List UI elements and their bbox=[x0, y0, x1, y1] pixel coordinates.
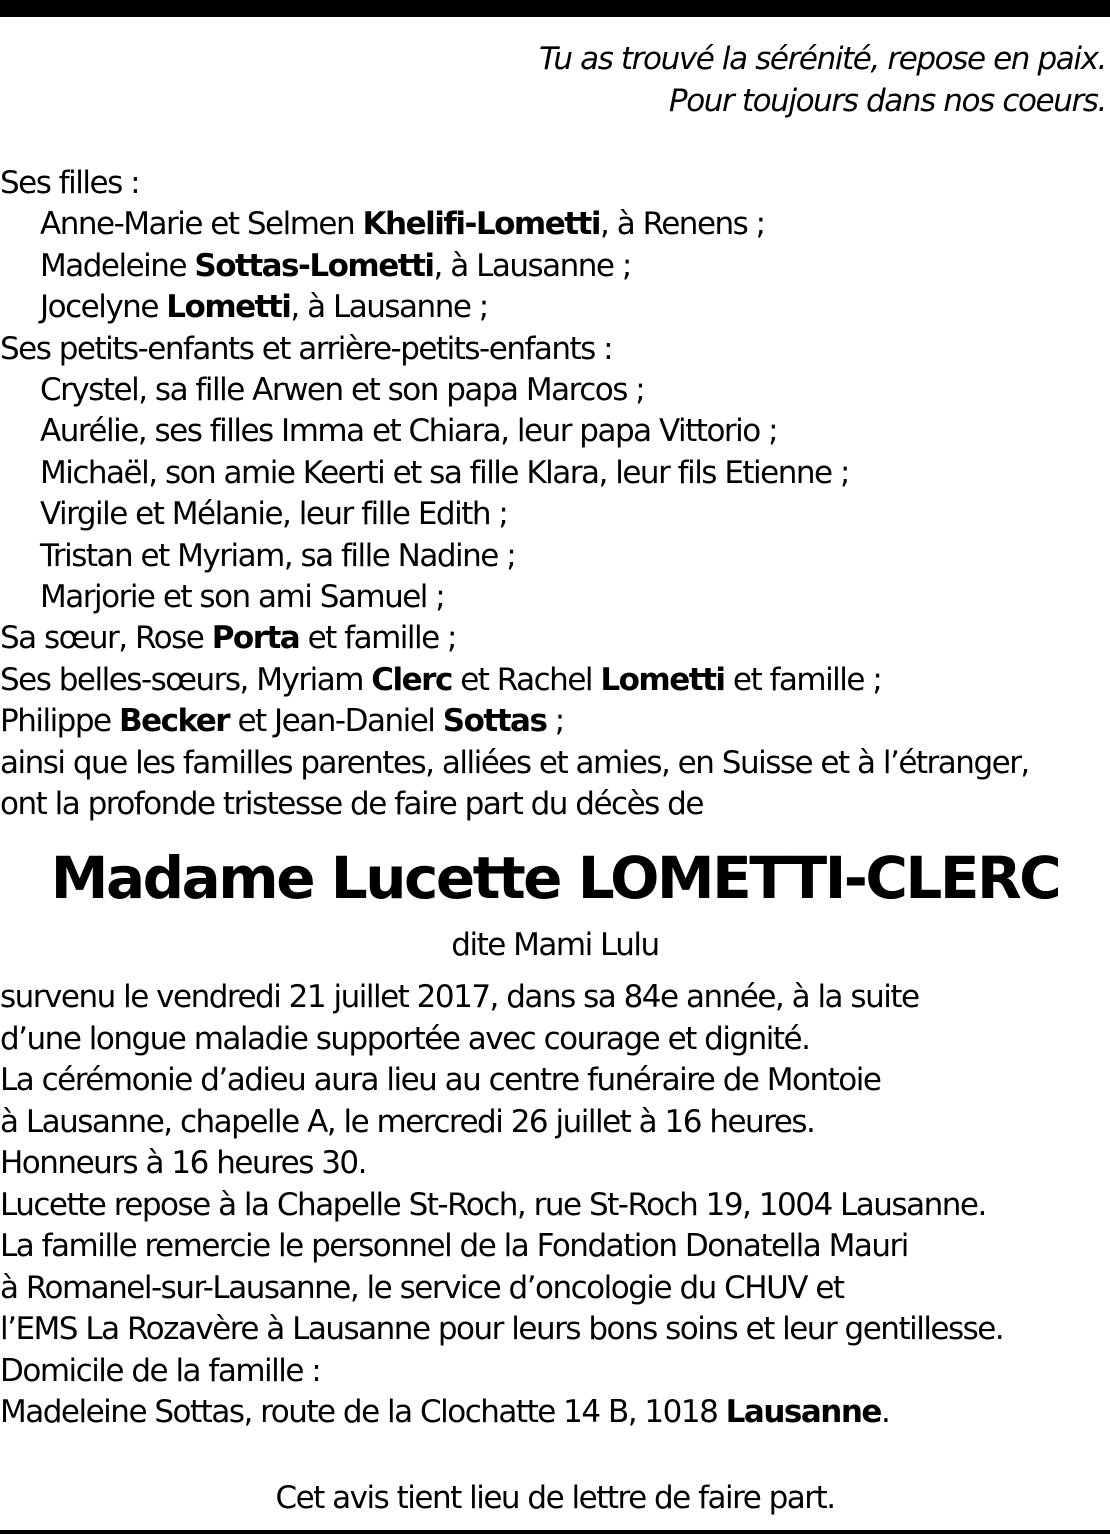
sisters-in-law-entry bbox=[0, 660, 1110, 701]
family-name: Sottas bbox=[442, 703, 547, 740]
daughter-entry bbox=[0, 204, 1110, 245]
details-line: La cérémonie d’adieu aura lieu au centre funéraire de Montoie bbox=[0, 1062, 881, 1098]
family-address bbox=[0, 1392, 1110, 1434]
daughters-heading: Ses filles : bbox=[0, 165, 140, 201]
details-line: à Romanel-sur-Lausanne, le service d’oncologie du CHUV et bbox=[0, 1269, 844, 1306]
details-line: survenu le vendredi 21 juillet 2017, dans sa 84e année, à la suite bbox=[0, 979, 919, 1015]
entry-text: et Jean-Daniel bbox=[229, 703, 443, 740]
family-name: Lometti bbox=[600, 661, 725, 698]
details-line: l’EMS La Rozavère à Lausanne pour leurs bons soins et leur gentillesse. bbox=[0, 1311, 1004, 1347]
others-entry bbox=[0, 701, 1110, 742]
entry-text: Ses belles-sœurs, Myriam bbox=[0, 661, 372, 698]
family-name: Becker bbox=[118, 703, 230, 740]
entry-text: Madeleine Sottas, route de la Clochatte 14 B, 1018 bbox=[0, 1394, 726, 1430]
entry-text: Madeleine bbox=[40, 247, 195, 284]
epigraph bbox=[539, 38, 1106, 122]
family-name: Lometti bbox=[166, 289, 291, 326]
sister-entry bbox=[0, 618, 1110, 659]
grandchild-entry: Tristan et Myriam, sa fille Nadine ; bbox=[40, 537, 516, 574]
entry-text: Philippe bbox=[0, 703, 119, 740]
address-city: Lausanne bbox=[725, 1394, 881, 1430]
details-line: à Lausanne, chapelle A, le mercredi 26 juillet à 16 heures. bbox=[0, 1103, 815, 1140]
grandchild-entry: Aurélie, ses filles Imma et Chiara, leur papa Vittorio ; bbox=[40, 413, 778, 450]
family-name: Porta bbox=[211, 620, 300, 657]
entry-text: et Rachel bbox=[451, 661, 601, 698]
entry-text: et famille ; bbox=[299, 620, 456, 657]
entry-text: et famille ; bbox=[724, 661, 882, 698]
details-line: Lucette repose à la Chapelle St-Roch, rue St-Roch 19, 1004 Lausanne. bbox=[0, 1186, 986, 1223]
entry-text: ; bbox=[546, 703, 564, 740]
entry-text: . bbox=[880, 1394, 890, 1430]
entry-text: Anne-Marie et Selmen bbox=[40, 206, 363, 243]
announcement-line: ont la profonde tristesse de faire part du décès de bbox=[0, 786, 703, 823]
entry-text: , à Lausanne ; bbox=[290, 289, 488, 326]
entry-text: Jocelyne bbox=[40, 289, 167, 326]
grandchild-entry: Virgile et Mélanie, leur fille Edith ; bbox=[40, 496, 508, 533]
grandchild-entry: Marjorie et son ami Samuel ; bbox=[40, 579, 445, 616]
family-list bbox=[0, 163, 1110, 826]
deceased-name: Madame Lucette LOMETTI-CLERC bbox=[50, 844, 1060, 912]
daughter-entry bbox=[0, 287, 1110, 328]
epigraph-line: Pour toujours dans nos coeurs. bbox=[668, 83, 1106, 119]
epigraph-line: Tu as trouvé la sérénité, repose en paix. bbox=[538, 41, 1106, 77]
closing-note: Cet avis tient lieu de lettre de faire part. bbox=[275, 1480, 835, 1516]
entry-text: , à Renens ; bbox=[600, 206, 765, 243]
grandchildren-heading: Ses petits-enfants et arrière-petits-enfants : bbox=[0, 330, 613, 367]
grandchild-entry: Crystel, sa fille Arwen et son papa Marcos ; bbox=[40, 372, 645, 409]
family-name: Khelifi-Lometti bbox=[362, 206, 601, 243]
details-line: d’une longue maladie supportée avec courage et dignité. bbox=[0, 1020, 810, 1057]
families-line: ainsi que les familles parentes, alliées et amies, en Suisse et à l’étranger, bbox=[0, 744, 1029, 781]
top-rule bbox=[0, 0, 1110, 17]
daughter-entry bbox=[0, 246, 1110, 287]
family-name: Clerc bbox=[371, 661, 452, 698]
bottom-rule bbox=[0, 1530, 1110, 1534]
family-name: Sottas-Lometti bbox=[194, 247, 434, 284]
grandchild-entry: Michaël, son amie Keerti et sa fille Klara, leur fils Etienne ; bbox=[40, 454, 849, 491]
details-line: La famille remercie le personnel de la Fondation Donatella Mauri bbox=[0, 1228, 908, 1264]
details-block bbox=[0, 977, 1110, 1434]
details-line: Honneurs à 16 heures 30. bbox=[0, 1145, 367, 1181]
details-line: Domicile de la famille : bbox=[0, 1352, 321, 1389]
entry-text: Sa sœur, Rose bbox=[0, 620, 212, 657]
deceased-nickname: dite Mami Lulu bbox=[451, 927, 659, 963]
entry-text: , à Lausanne ; bbox=[433, 247, 631, 284]
